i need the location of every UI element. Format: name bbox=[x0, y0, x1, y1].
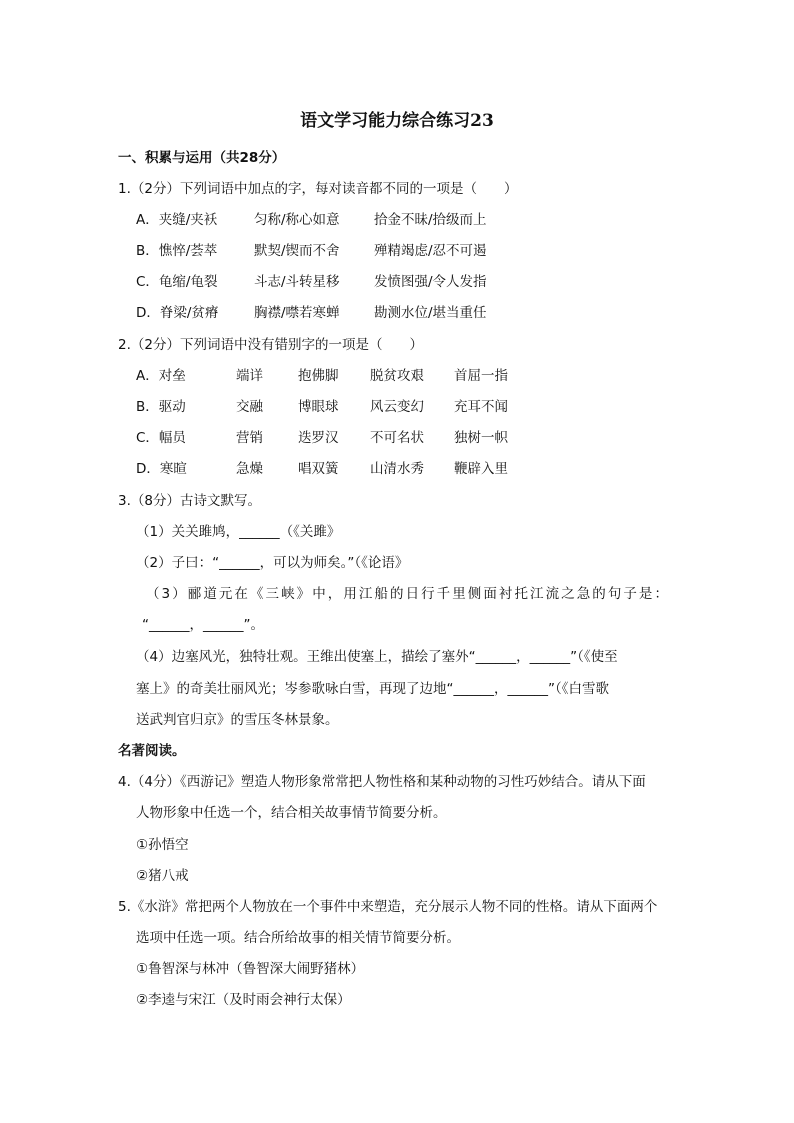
option-text: 不可名状 bbox=[370, 430, 424, 446]
question-5-option-1: ①鲁智深与林冲（鲁智深大闹野猪林） bbox=[136, 961, 365, 977]
option-text: B．驱动 bbox=[136, 399, 186, 415]
option-text: 山清水秀 bbox=[370, 461, 424, 477]
option-text: 勘测水位/堪当重任 bbox=[374, 305, 487, 321]
option-text: 抱佛脚 bbox=[298, 368, 339, 384]
option-text: 胸襟/噤若寒蝉 bbox=[254, 305, 340, 321]
option-text: 交融 bbox=[236, 399, 263, 415]
option-text: 独树一帜 bbox=[454, 430, 508, 446]
question-3-sub-2: （2）子曰：“______，可以为师矣。”（《论语》 bbox=[136, 555, 409, 571]
question-5-line-2: 选项中任选一项。结合所给故事的相关情节简要分析。 bbox=[136, 930, 460, 946]
question-1-stem: 1.（2分）下列词语中加点的字，每对读音都不同的一项是（ ） bbox=[118, 181, 518, 197]
option-text: 营销 bbox=[236, 430, 263, 446]
question-3-sub-4-line-3: 送武判官归京》的雪压冬林景象。 bbox=[136, 712, 339, 728]
option-text: 斗志/斗转星移 bbox=[254, 274, 340, 290]
option-text: 端详 bbox=[236, 368, 263, 384]
option-text: 迭罗汉 bbox=[298, 430, 339, 446]
question-4-option-1: ①孙悟空 bbox=[136, 837, 189, 853]
question-2-option-a bbox=[136, 364, 508, 384]
question-1-option-b bbox=[136, 239, 487, 259]
option-text: D．脊梁/贫瘠 bbox=[136, 305, 219, 321]
option-text: 充耳不闻 bbox=[454, 399, 508, 415]
question-2-option-c bbox=[136, 426, 508, 446]
option-text: 发愤图强/令人发指 bbox=[374, 274, 487, 290]
option-text: B．憔悴/荟萃 bbox=[136, 243, 218, 259]
question-1-option-c bbox=[136, 270, 487, 290]
option-text: 拾金不昧/拾级而上 bbox=[374, 212, 487, 228]
question-2-option-d bbox=[136, 457, 508, 477]
question-3-sub-1: （1）关关雎鸠，______（《关雎》 bbox=[136, 524, 341, 540]
question-4-line-2: 人物形象中任选一个，结合相关故事情节简要分析。 bbox=[136, 805, 447, 821]
option-text: 唱双簧 bbox=[298, 461, 339, 477]
question-4-line-1: 4.（4分）《西游记》塑造人物形象常常把人物性格和某种动物的习性巧妙结合。请从下面 bbox=[118, 774, 646, 790]
option-text: 风云变幻 bbox=[370, 399, 424, 415]
option-text: C．龟缩/龟裂 bbox=[136, 274, 218, 290]
option-text: 鞭辟入里 bbox=[454, 461, 508, 477]
question-2-stem: 2.（2分）下列词语中没有错别字的一项是（ ） bbox=[118, 337, 423, 353]
question-2-option-b bbox=[136, 395, 508, 415]
option-text: 急燥 bbox=[236, 461, 263, 477]
question-3-stem: 3.（8分）古诗文默写。 bbox=[118, 493, 261, 509]
option-text: A．夹缝/夹袄 bbox=[136, 212, 218, 228]
question-1-option-d bbox=[136, 301, 487, 321]
section-heading-accumulation: 一、积累与运用（共28分） bbox=[118, 150, 286, 166]
option-text: 默契/锲而不舍 bbox=[254, 243, 340, 259]
option-text: C．幅员 bbox=[136, 430, 186, 446]
option-text: 首屈一指 bbox=[454, 368, 508, 384]
question-3-sub-4-line-1: （4）边塞风光，独特壮观。王维出使塞上，描绘了塞外“______，______”（《使至 bbox=[136, 649, 618, 665]
question-3-sub-4-line-2: 塞上》的奇美壮丽风光；岑参歌咏白雪，再现了边地“______，______”（《白雪歌 bbox=[136, 681, 609, 697]
option-text: D．寒暄 bbox=[136, 461, 187, 477]
section-heading-classics: 名著阅读。 bbox=[118, 743, 186, 759]
question-3-sub-3: （3）郦道元在《三峡》中，用江船的日行千里侧面衬托江流之急的句子是： bbox=[146, 586, 668, 602]
option-text: 殚精竭虑/忍不可遏 bbox=[374, 243, 487, 259]
option-text: 匀称/称心如意 bbox=[254, 212, 340, 228]
question-3-sub-3-blanks: “______，______”。 bbox=[142, 617, 264, 633]
question-1-option-a bbox=[136, 208, 487, 228]
question-5-line-1: 5.《水浒》常把两个人物放在一个事件中来塑造，充分展示人物不同的性格。请从下面两个 bbox=[118, 899, 658, 915]
option-text: A．对垒 bbox=[136, 368, 186, 384]
page-title: 语文学习能力综合练习23 bbox=[300, 111, 494, 131]
question-5-option-2: ②李逵与宋江（及时雨会神行太保） bbox=[136, 992, 351, 1008]
option-text: 脱贫攻艰 bbox=[370, 368, 424, 384]
option-text: 博眼球 bbox=[298, 399, 339, 415]
question-4-option-2: ②猪八戒 bbox=[136, 868, 189, 884]
